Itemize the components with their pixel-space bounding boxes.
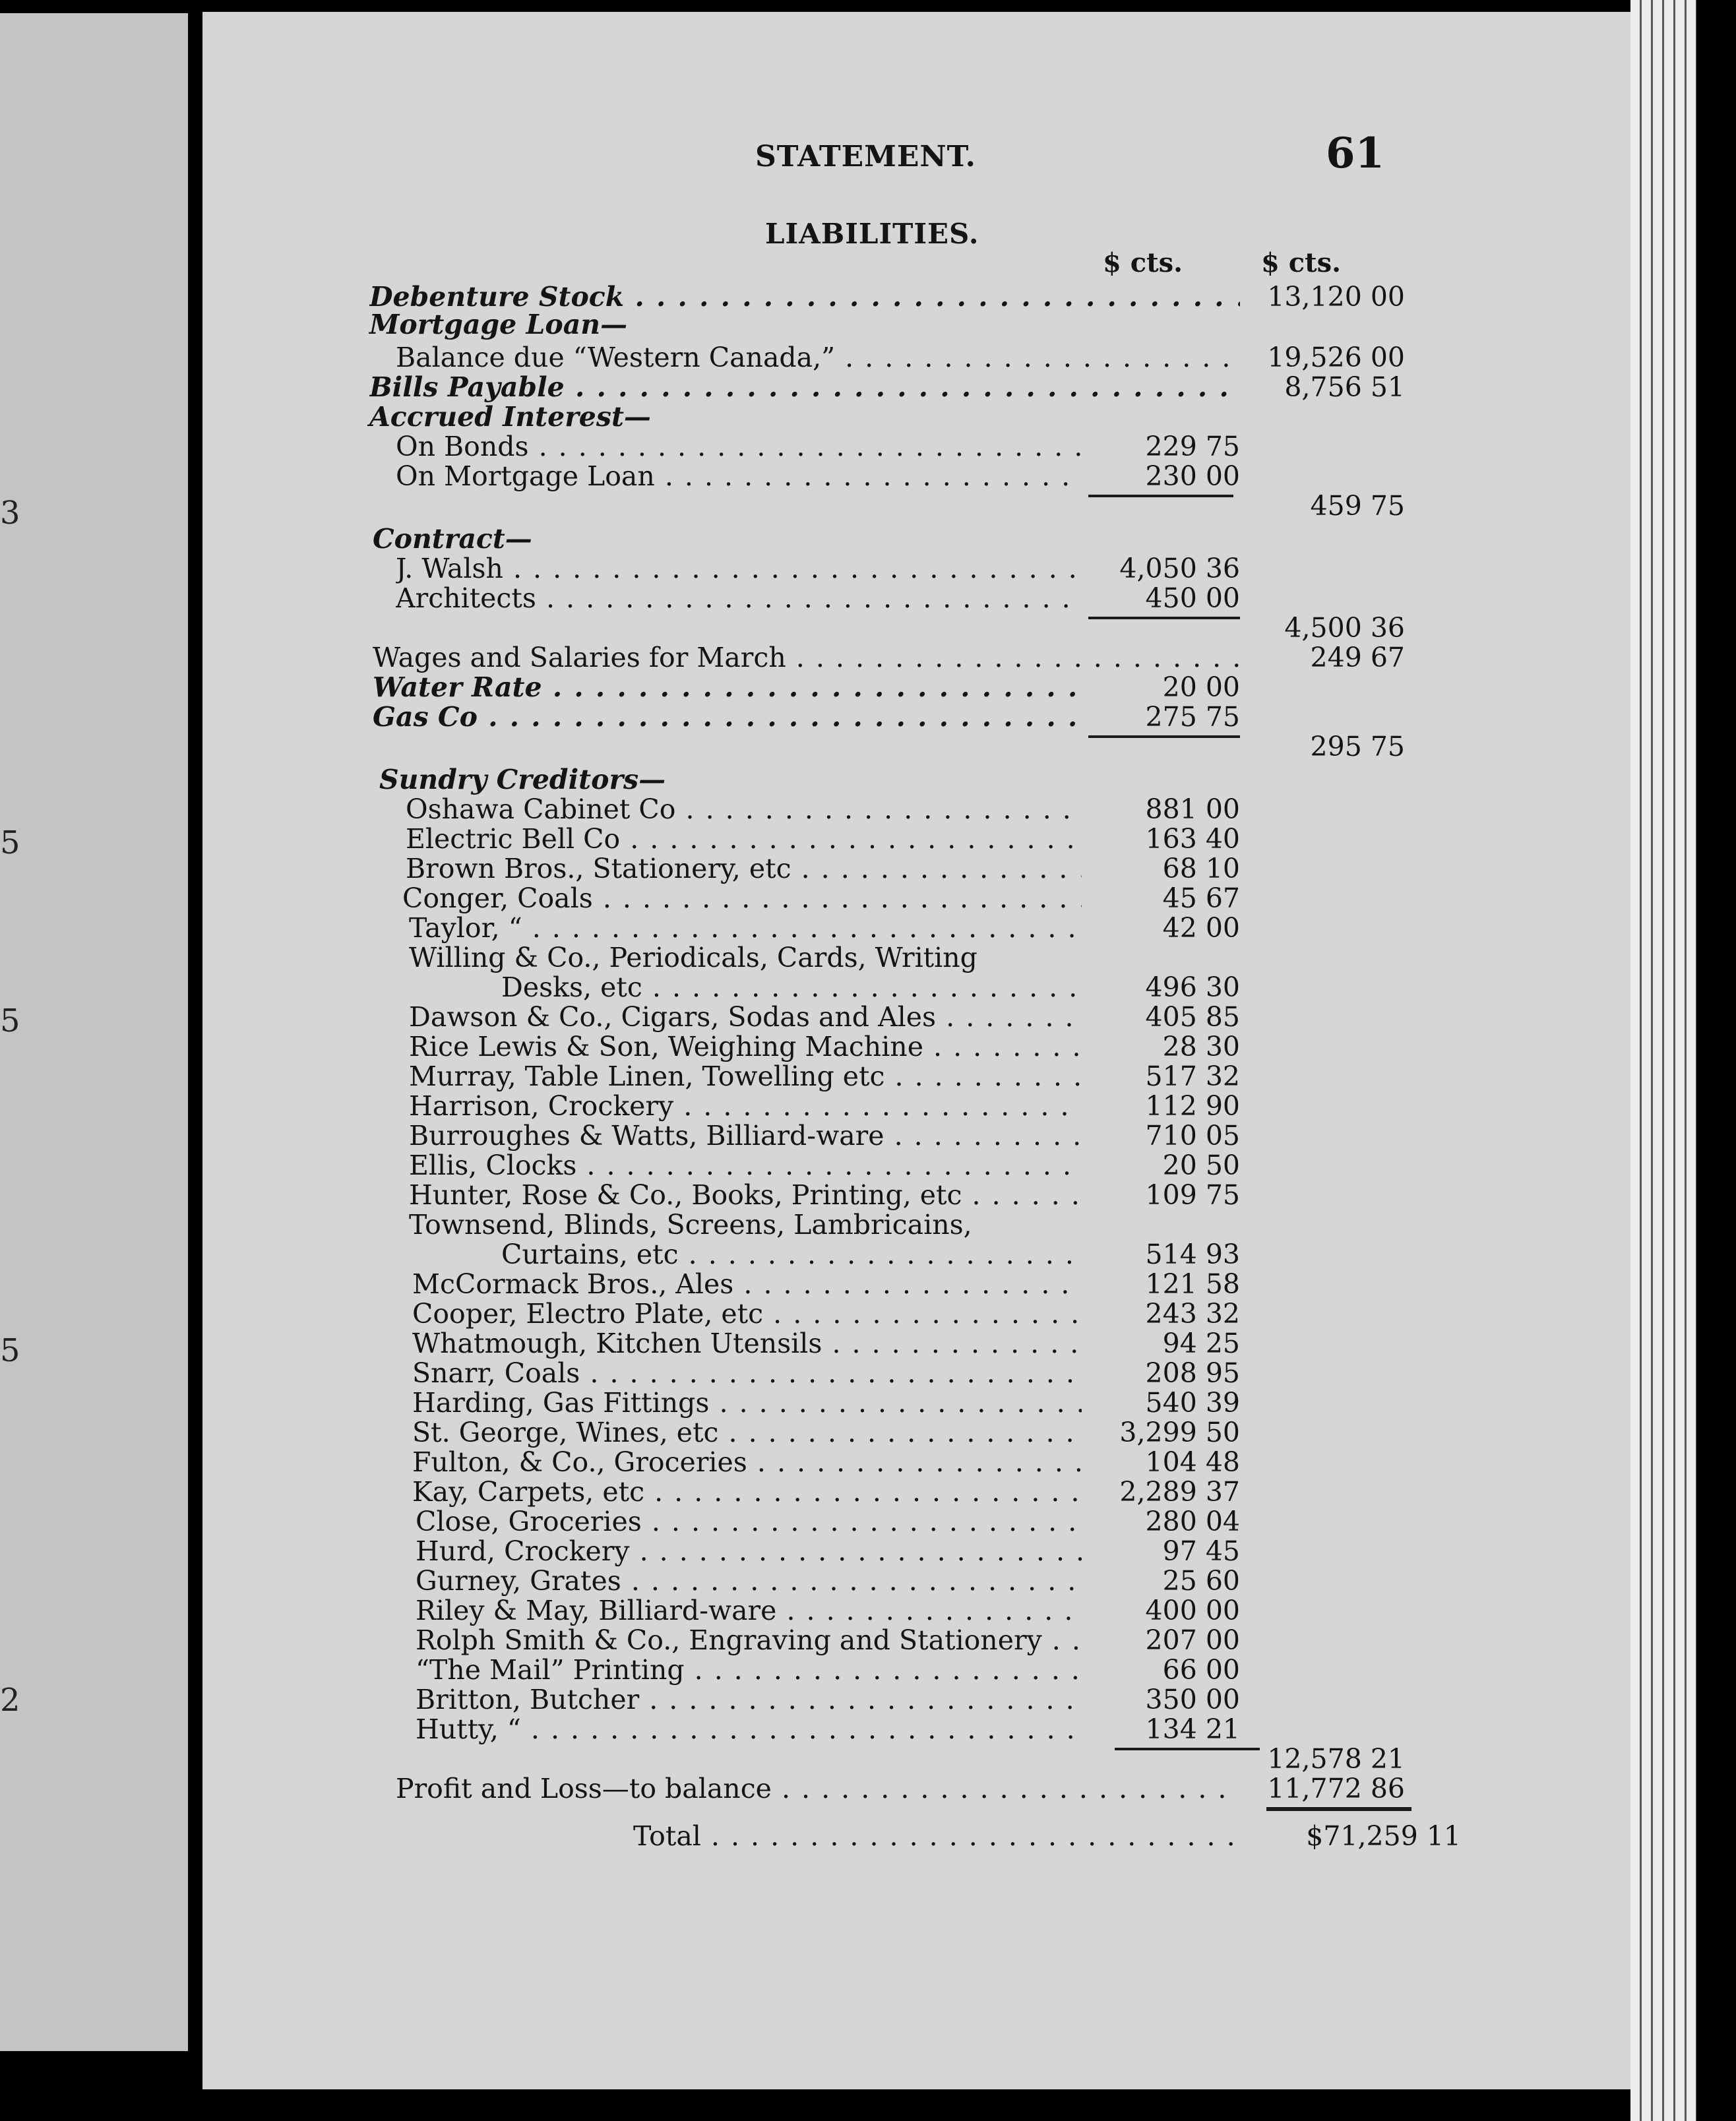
row-label: Townsend, Blinds, Screens, Lambricains, <box>409 1209 972 1241</box>
row-label: Burroughes & Watts, Billiard-ware . . . <box>409 1121 1082 1151</box>
inner-amount: 25 60 <box>1162 1565 1240 1597</box>
ledger-row <box>0 1685 1583 1715</box>
margin-fragment: 2 <box>0 1682 20 1719</box>
ledger-row <box>0 1210 1583 1240</box>
ledger-row <box>0 343 1583 373</box>
row-label: Wages and Salaries for March . . . <box>373 643 1240 673</box>
outer-amount: 12,578 21 <box>1267 1743 1405 1775</box>
ledger-row <box>0 1270 1583 1299</box>
section-title: LIABILITIES. <box>765 218 979 250</box>
row-label: Rolph Smith & Co., Engraving and Stationery . . . <box>416 1626 1082 1655</box>
row-label: On Bonds . . . <box>396 432 1082 462</box>
row-label: Brown Bros., Stationery, etc . . . <box>406 854 1082 884</box>
ledger-row <box>0 824 1583 854</box>
outer-amount: 295 75 <box>1310 731 1405 762</box>
outer-amount: $71,259 11 <box>1306 1820 1461 1852</box>
row-label: Hutty, “ . . . <box>416 1715 1082 1744</box>
margin-fragment: 5 <box>0 824 20 861</box>
inner-amount: 66 00 <box>1162 1654 1240 1686</box>
outer-amount: 19,526 00 <box>1267 342 1405 373</box>
row-label: Kay, Carpets, etc . . . <box>412 1477 1082 1507</box>
ledger-row <box>0 1032 1583 1062</box>
inner-amount: 350 00 <box>1145 1684 1240 1715</box>
row-label: Debenture Stock . . . <box>369 282 1240 312</box>
inner-amount: 94 25 <box>1162 1328 1240 1359</box>
inner-amount: 208 95 <box>1145 1357 1240 1389</box>
row-label: Architects . . . <box>396 584 1082 613</box>
row-label: Mortgage Loan— <box>369 309 628 340</box>
row-label: Willing & Co., Periodicals, Cards, Writing <box>409 942 977 973</box>
inner-amount: 20 50 <box>1162 1150 1240 1181</box>
ledger-row <box>0 1774 1583 1804</box>
row-label: St. George, Wines, etc . . . <box>412 1418 1082 1448</box>
ledger-row <box>0 1181 1583 1210</box>
subtotal-rule <box>1266 1807 1411 1811</box>
ledger-row <box>0 402 1583 432</box>
inner-amount: 68 10 <box>1162 853 1240 884</box>
ledger-row <box>0 1822 1583 1851</box>
inner-amount: 134 21 <box>1145 1713 1240 1745</box>
running-head: STATEMENT. <box>755 140 976 173</box>
ledger-row <box>0 1240 1583 1270</box>
ledger-row <box>0 282 1583 312</box>
row-label: Sundry Creditors— <box>379 764 666 795</box>
ledger-row <box>0 884 1583 913</box>
outer-amount: 459 75 <box>1310 490 1405 522</box>
row-label: Hurd, Crockery . . . <box>416 1537 1082 1566</box>
ledger-row <box>0 1715 1583 1744</box>
ledger-row <box>0 462 1583 491</box>
inner-amount: 405 85 <box>1145 1001 1240 1033</box>
ledger-row <box>0 1388 1583 1418</box>
row-label: Electric Bell Co . . . <box>406 824 1082 854</box>
margin-fragment: 5 <box>0 1332 20 1369</box>
ledger-row <box>0 913 1583 943</box>
row-label: Oshawa Cabinet Co . . . <box>406 795 1082 824</box>
page-edges <box>1630 0 1696 2121</box>
outer-amount: 13,120 00 <box>1267 281 1405 313</box>
ledger-row <box>0 524 1583 554</box>
outer-amount: 11,772 86 <box>1267 1773 1405 1804</box>
row-label: Profit and Loss—to balance . . . <box>396 1774 1240 1804</box>
ledger-row <box>0 854 1583 884</box>
inner-amount: 280 04 <box>1145 1506 1240 1537</box>
outer-amount: 8,756 51 <box>1284 371 1405 403</box>
ledger-row <box>0 1566 1583 1596</box>
ledger-row <box>0 1744 1583 1774</box>
row-label: Ellis, Clocks . . . <box>409 1151 1082 1181</box>
ledger-row <box>0 373 1583 402</box>
margin-fragment: 5 <box>0 1002 20 1039</box>
ledger-row <box>0 1062 1583 1091</box>
row-label: Total . . . <box>633 1822 1240 1851</box>
inner-amount: 20 00 <box>1162 671 1240 703</box>
inner-amount: 517 32 <box>1145 1060 1240 1092</box>
inner-amount: 450 00 <box>1145 582 1240 614</box>
row-label: Desks, etc . . . <box>501 973 1082 1002</box>
ledger-row <box>0 310 1583 340</box>
row-label: Close, Groceries . . . <box>416 1507 1082 1537</box>
inner-amount: 2,289 37 <box>1119 1476 1240 1508</box>
row-label: Accrued Interest— <box>369 401 651 433</box>
inner-amount: 4,050 36 <box>1119 553 1240 584</box>
row-label: Britton, Butcher . . . <box>416 1685 1082 1715</box>
ledger-row <box>0 1596 1583 1626</box>
row-label: J. Walsh . . . <box>396 554 1082 584</box>
inner-amount: 710 05 <box>1145 1120 1240 1152</box>
outer-column-header: $ cts. <box>1261 247 1342 278</box>
inner-column-header: $ cts. <box>1103 247 1183 278</box>
page-number: 61 <box>1326 129 1385 178</box>
row-label: Whatmough, Kitchen Utensils . . . <box>412 1329 1082 1359</box>
row-label: Bills Payable . . . <box>369 373 1240 402</box>
inner-amount: 400 00 <box>1145 1595 1240 1626</box>
ledger-row <box>0 1537 1583 1566</box>
row-label: Harding, Gas Fittings . . . <box>412 1388 1082 1418</box>
ledger-row <box>0 1121 1583 1151</box>
inner-amount: 881 00 <box>1145 793 1240 825</box>
row-label: Balance due “Western Canada,” . . . <box>396 343 1240 373</box>
ledger-row <box>0 1507 1583 1537</box>
row-label: Fulton, & Co., Groceries . . . <box>412 1448 1082 1477</box>
inner-amount: 112 90 <box>1145 1090 1240 1122</box>
ledger-row <box>0 1655 1583 1685</box>
row-label: On Mortgage Loan . . . <box>396 462 1082 491</box>
ledger-row <box>0 613 1583 643</box>
ledger-row <box>0 1091 1583 1121</box>
row-label: Harrison, Crockery . . . <box>409 1091 1082 1121</box>
row-label: Gurney, Grates . . . <box>416 1566 1082 1596</box>
row-label: Murray, Table Linen, Towelling etc . . . <box>409 1062 1082 1091</box>
ledger-row <box>0 673 1583 702</box>
row-label: Curtains, etc . . . <box>501 1240 1082 1270</box>
ledger-row <box>0 1299 1583 1329</box>
row-label: McCormack Bros., Ales . . . <box>412 1270 1082 1299</box>
ledger-row <box>0 432 1583 462</box>
row-label: Taylor, “ . . . <box>409 913 1082 943</box>
row-label: Hunter, Rose & Co., Books, Printing, etc . . . <box>409 1181 1082 1210</box>
ledger-row <box>0 732 1583 762</box>
inner-amount: 243 32 <box>1145 1298 1240 1330</box>
margin-fragment: 3 <box>0 495 20 532</box>
ledger-row <box>0 554 1583 584</box>
inner-amount: 97 45 <box>1162 1535 1240 1567</box>
ledger-row <box>0 702 1583 732</box>
ledger-row <box>0 1002 1583 1032</box>
inner-amount: 45 67 <box>1162 882 1240 914</box>
ledger-row <box>0 1448 1583 1477</box>
row-label: Riley & May, Billiard-ware . . . <box>416 1596 1082 1626</box>
inner-amount: 163 40 <box>1145 823 1240 855</box>
row-label: “The Mail” Printing . . . <box>416 1655 1082 1685</box>
inner-amount: 496 30 <box>1145 971 1240 1003</box>
ledger-row <box>0 584 1583 613</box>
row-label: Gas Co . . . <box>373 702 1082 732</box>
inner-amount: 3,299 50 <box>1119 1417 1240 1448</box>
ledger-row <box>0 1418 1583 1448</box>
row-label: Contract— <box>373 523 532 555</box>
ledger-row <box>0 795 1583 824</box>
ledger-row <box>0 765 1583 795</box>
ledger-row <box>0 973 1583 1002</box>
outer-amount: 4,500 36 <box>1284 612 1405 644</box>
ledger-row <box>0 643 1583 673</box>
ledger-row <box>0 943 1583 973</box>
inner-amount: 121 58 <box>1145 1268 1240 1300</box>
ledger-row <box>0 1626 1583 1655</box>
inner-amount: 104 48 <box>1145 1446 1240 1478</box>
ledger-row <box>0 1359 1583 1388</box>
inner-amount: 230 00 <box>1145 460 1240 492</box>
ledger-row <box>0 1329 1583 1359</box>
row-label: Rice Lewis & Son, Weighing Machine . . . <box>409 1032 1082 1062</box>
row-label: Cooper, Electro Plate, etc . . . <box>412 1299 1082 1329</box>
inner-amount: 207 00 <box>1145 1624 1240 1656</box>
row-label: Snarr, Coals . . . <box>412 1359 1082 1388</box>
inner-amount: 28 30 <box>1162 1031 1240 1062</box>
ledger-row <box>0 1477 1583 1507</box>
inner-amount: 540 39 <box>1145 1387 1240 1419</box>
ledger-row <box>0 491 1583 521</box>
inner-amount: 229 75 <box>1145 431 1240 462</box>
inner-amount: 514 93 <box>1145 1239 1240 1270</box>
inner-amount: 42 00 <box>1162 912 1240 944</box>
outer-amount: 249 67 <box>1310 642 1405 673</box>
row-label: Water Rate . . . <box>373 673 1082 702</box>
row-label: Conger, Coals . . . <box>402 884 1082 913</box>
ledger-row <box>0 1151 1583 1181</box>
row-label: Dawson & Co., Cigars, Sodas and Ales . . . <box>409 1002 1082 1032</box>
inner-amount: 109 75 <box>1145 1179 1240 1211</box>
inner-amount: 275 75 <box>1145 701 1240 733</box>
